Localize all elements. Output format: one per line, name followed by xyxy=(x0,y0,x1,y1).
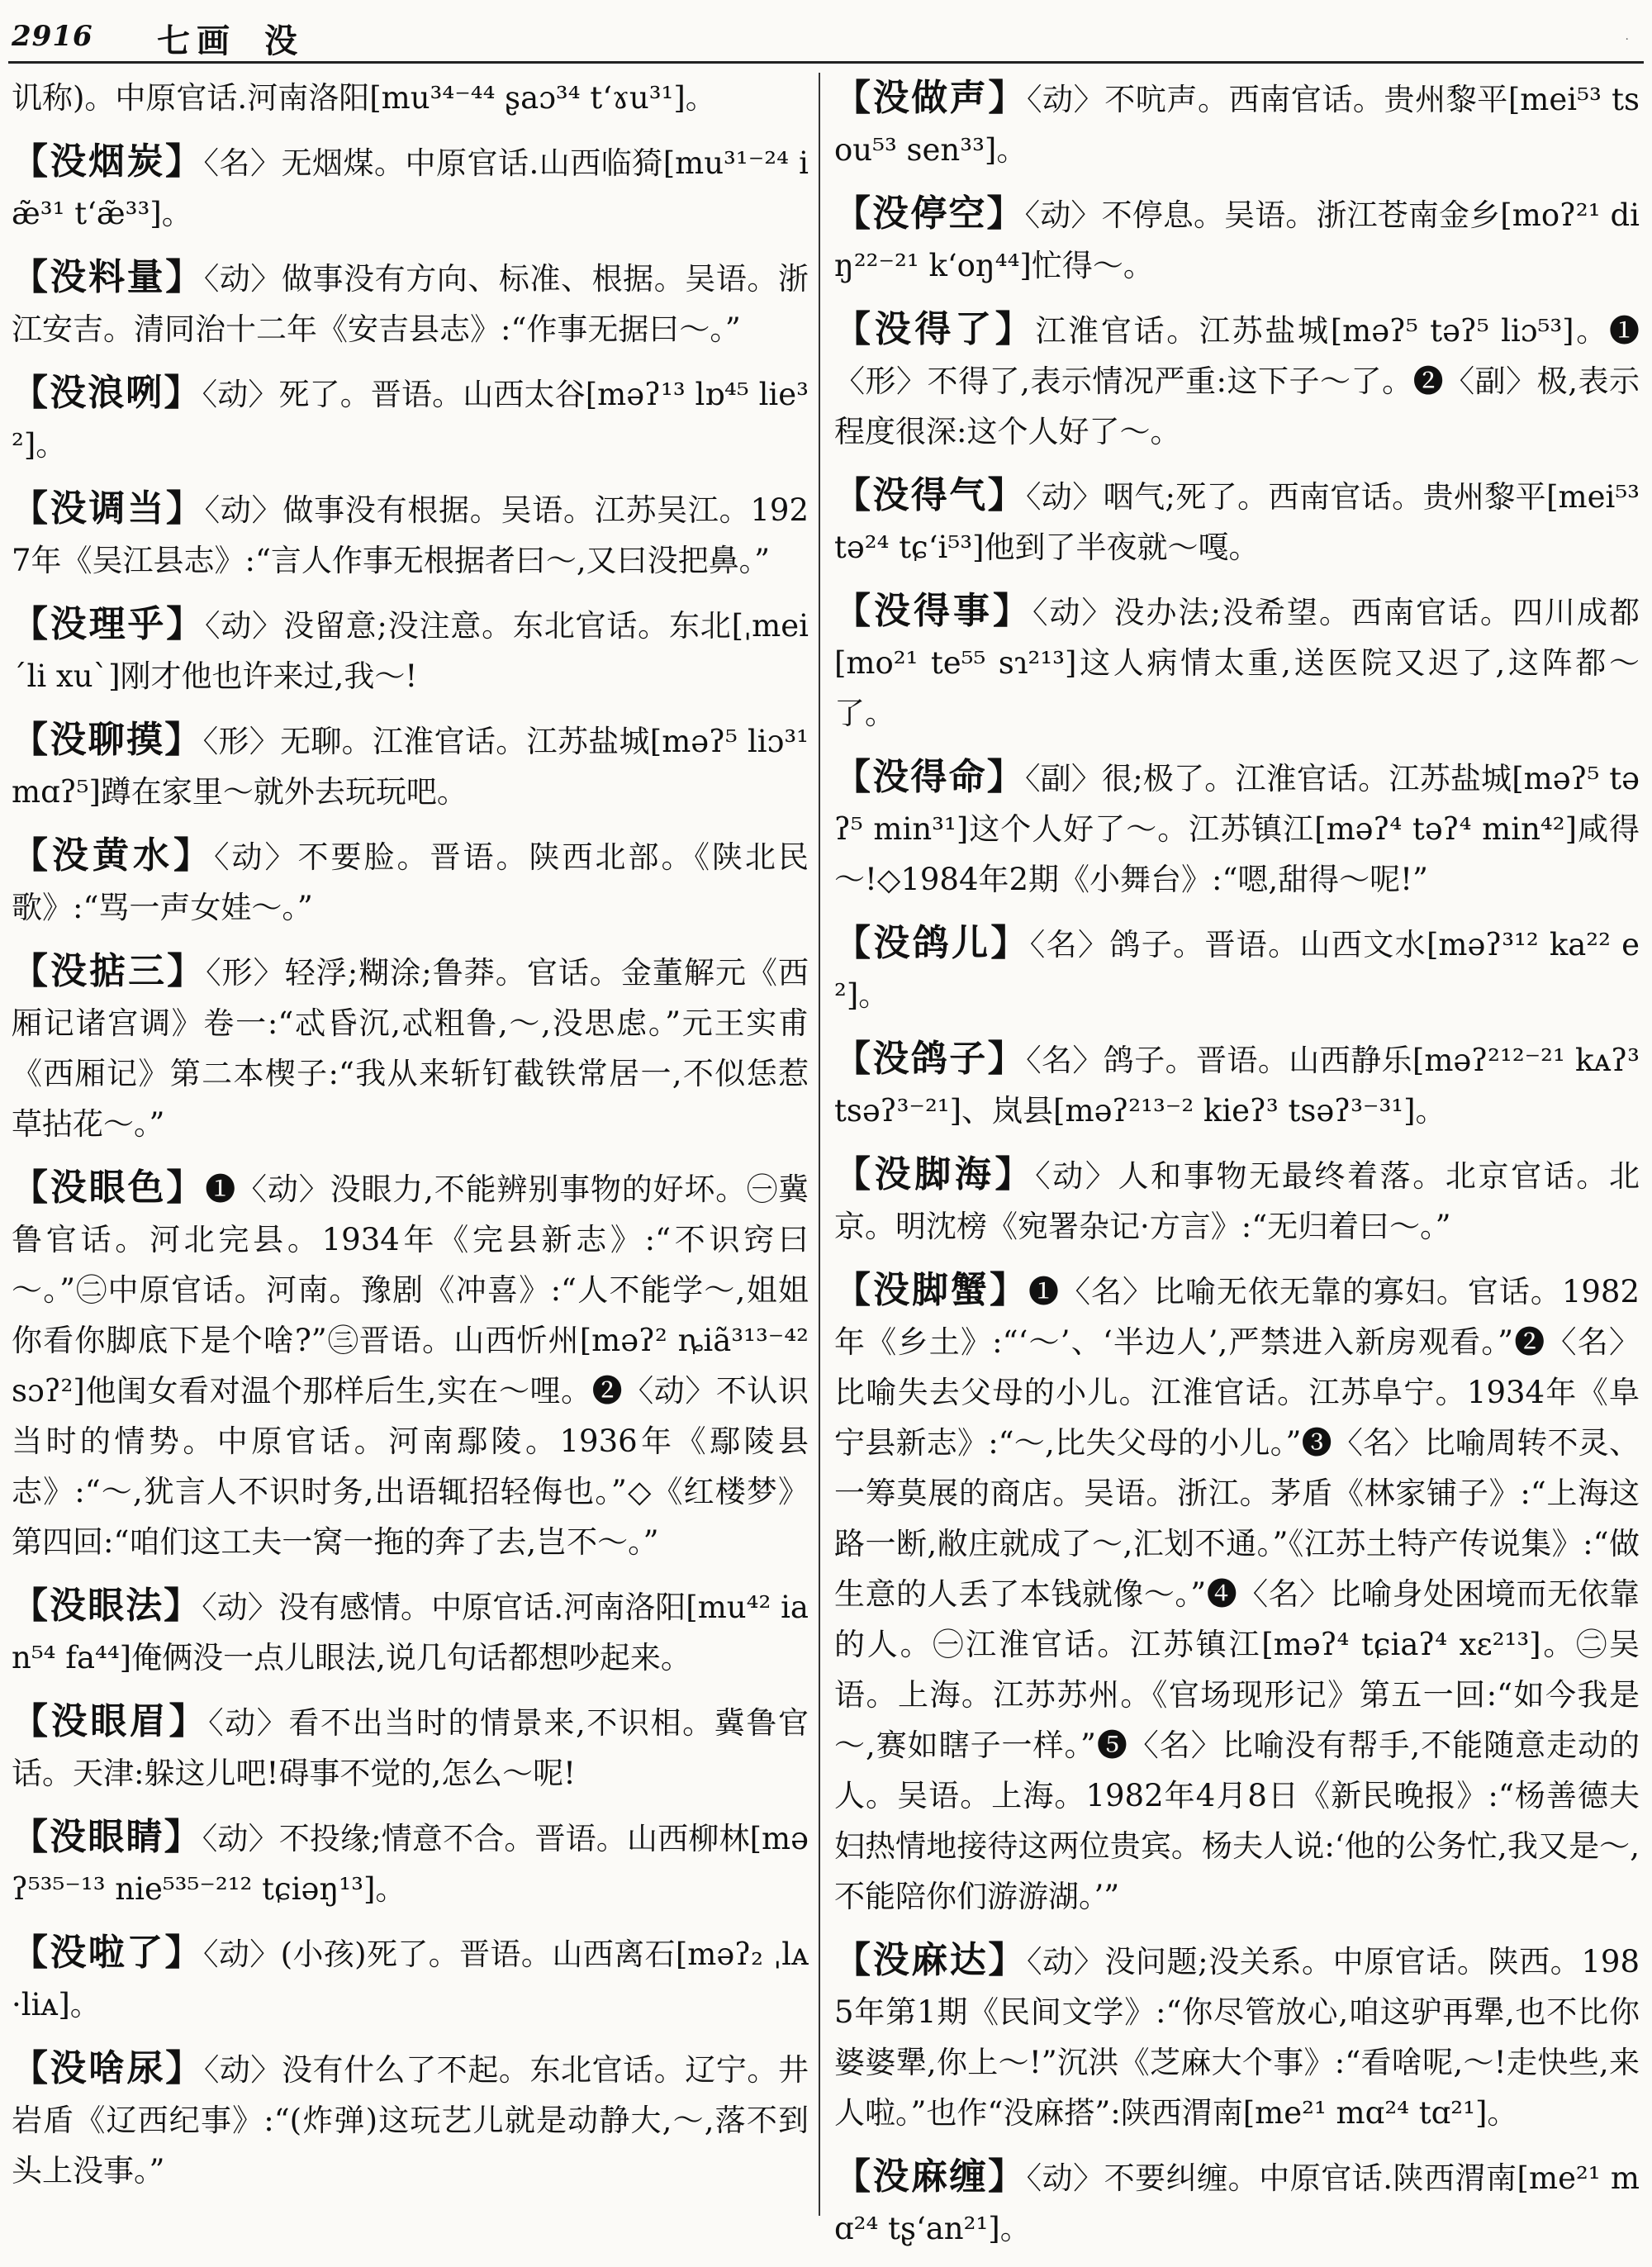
dictionary-entry xyxy=(12,1696,809,1799)
entry-definition: 〈动〉死了。晋语。山西太谷[məʔ¹³ lɒ⁴⁵ lie³²]。 xyxy=(12,377,809,463)
entry-headword: 【没眼法】 xyxy=(12,1585,202,1627)
entry-headword: 【没聊摸】 xyxy=(12,719,203,761)
dictionary-entry xyxy=(834,188,1640,291)
entry-headword: 【没啥尿】 xyxy=(12,2047,204,2089)
entry-headword: 【没麻达】 xyxy=(834,1939,1027,1981)
entry-definition: 〈形〉无聊。江淮官话。江苏盐城[məʔ⁵ liɔ³¹ mɑʔ⁵]蹲在家里～就外去玩玩吧。 xyxy=(12,724,809,810)
dictionary-entry xyxy=(12,1580,809,1683)
dictionary-entry xyxy=(12,1927,809,2030)
entry-headword: 【没眼色】 xyxy=(12,1167,205,1209)
entry-headword: 【没调当】 xyxy=(12,487,205,530)
entry-definition: 〈动〉看不出当时的情景来,不识相。冀鲁官话。天津:躲这儿吧!碍事不觉的,怎么～呢! xyxy=(12,1705,809,1791)
entry-headword: 【没掂三】 xyxy=(12,950,206,992)
entry-definition: 〈动〉(小孩)死了。晋语。山西离石[məʔ₂ ˌlᴀ ·liᴀ]。 xyxy=(12,1937,809,2022)
entry-headword: 【没脚蟹】 xyxy=(834,1269,1028,1311)
entry-definition: 〈动〉人和事物无最终着落。北京官话。北京。明沈榜《宛署杂记·方言》:“无归着曰～。” xyxy=(834,1158,1640,1244)
entry-definition: 〈动〉不要脸。晋语。陕西北部。《陕北民歌》:“骂一声女娃～。” xyxy=(12,839,809,925)
dictionary-entry xyxy=(834,752,1640,905)
dictionary-entry xyxy=(834,470,1640,573)
decorative-dot: · xyxy=(1626,33,1629,46)
entry-headword: 【没得事】 xyxy=(834,590,1032,632)
entry-definition: 〈动〉没留意;没注意。东北官话。东北[ˌmei ˊli xuˋ]刚才他也许来过,我～! xyxy=(12,608,809,694)
entry-headword: 【没眼眉】 xyxy=(12,1700,208,1742)
dictionary-entry xyxy=(834,1265,1640,1922)
entry-headword: 【没理乎】 xyxy=(12,603,205,645)
entry-headword: 【没浪咧】 xyxy=(12,372,202,414)
dictionary-entry xyxy=(834,2151,1640,2254)
dictionary-entry xyxy=(834,1935,1640,2138)
page-header xyxy=(0,0,1652,66)
dictionary-entry xyxy=(834,918,1640,1020)
entry-definition: 〈名〉鸽子。晋语。山西文水[məʔ³¹² ka²² e²]。 xyxy=(834,927,1640,1013)
entry-definition: ❶〈名〉比喻无依无靠的寡妇。官话。1982年《乡土》:“‘～’、‘半边人’,严禁进入新房观看。”❷〈名〉比喻失去父母的小儿。江淮官话。江苏阜宁。1934年《阜宁县新志》:“～,比失父母的小儿。”❸〈名〉比喻周转不灵、一筹莫展的商店。吴语。浙江。茅盾《林家铺子》:“上海这路一断,敝庄就成了～,汇划不通。”《江苏土特产传说集》:“做生意的人丢了本钱就像～。”❹〈名〉比喻身处困境而无依靠的人。㊀江淮官话。江苏镇江[məʔ⁴ tɕiaʔ⁴ xɛ²¹³]。㊁吴语。上海。江苏苏州。《官场现形记》第五一回:“如今我是～,赛如瞎子一样。”❺〈名〉比喻没有帮手,不能随意走动的人。吴语。上海。1982年4月8日《新民晚报》:“杨善德夫妇热情地接待这两位贵宾。杨夫人说:‘他的公务忙,我又是～,不能陪你们游游湖。’” xyxy=(834,1274,1640,1914)
entry-definition: 〈动〉咽气;死了。西南官话。贵州黎平[mei⁵³ tə²⁴ tɕʻi⁵³]他到了半夜就～嘎。 xyxy=(834,479,1640,565)
entry-headword: 【没得命】 xyxy=(834,756,1025,798)
entry-headword: 【没得了】 xyxy=(834,308,1035,350)
dictionary-entry xyxy=(12,715,809,817)
entry-headword: 【没烟炭】 xyxy=(12,140,203,183)
column-divider xyxy=(819,73,820,2216)
entry-headword: 【没做声】 xyxy=(834,77,1027,119)
entry-headword: 【没鸽儿】 xyxy=(834,922,1030,964)
entry-headword: 【没黄水】 xyxy=(12,834,214,877)
entry-headword: 【没鸽子】 xyxy=(834,1038,1026,1080)
entry-definition: 〈副〉很;极了。江淮官话。江苏盐城[məʔ⁵ təʔ⁵ min³¹]这个人好了～。江苏镇江[məʔ⁴ təʔ⁴ min⁴²]咸得～!◇1984年2期《小舞台》:“嗯,甜得～呢!” xyxy=(834,761,1640,897)
entry-definition: 〈动〉没有感情。中原官话.河南洛阳[mu⁴² ian⁵⁴ fa⁴⁴]俺俩没一点儿眼法,说几句话都想吵起来。 xyxy=(12,1590,809,1675)
entry-definition: 〈动〉没问题;没关系。中原官话。陕西。1985年第1期《民间文学》:“你尽管放心,咱这驴再犟,也不比你婆婆犟,你上～!”沉洪《芝麻大个事》:“看啥呢,～!走快些,来人啦。”也作“没麻搭”:陕西渭南[me²¹ mɑ²⁴ tɑ²¹]。 xyxy=(834,1944,1640,2131)
entry-definition: 〈动〉做事没有方向、标准、根据。吴语。浙江安吉。清同治十二年《安吉县志》:“作事无据曰～。” xyxy=(12,261,809,347)
entry-headword: 【没得气】 xyxy=(834,474,1026,516)
entry-definition: 〈名〉无烟煤。中原官话.山西临猗[mu³¹⁻²⁴ iæ̃³¹ tʻæ̃³³]。 xyxy=(12,145,809,231)
dictionary-entry xyxy=(12,1812,809,1914)
dictionary-entry xyxy=(12,830,809,933)
dictionary-entry xyxy=(12,252,809,354)
entry-definition: 〈动〉做事没有根据。吴语。江苏吴江。1927年《吴江县志》:“言人作事无根据者曰～,又曰没把鼻。” xyxy=(12,492,809,578)
entry-definition: 讥称)。中原官话.河南洛阳[mu³⁴⁻⁴⁴ ʂaɔ³⁴ tʻɤu³¹]。 xyxy=(12,80,716,116)
entry-definition: 〈动〉不吭声。西南官话。贵州黎平[mei⁵³ tsou⁵³ sen³³]。 xyxy=(834,82,1640,168)
left-column xyxy=(12,73,809,2209)
dictionary-entry xyxy=(834,73,1640,175)
dictionary-entry xyxy=(12,599,809,701)
entry-headword: 【没啦了】 xyxy=(12,1932,203,1974)
entry-definition: 〈名〉鸽子。晋语。山西静乐[məʔ²¹²⁻²¹ kᴀʔ³ tsəʔ³⁻²¹]、岚县[məʔ²¹³⁻² kieʔ³ tsəʔ³⁻³¹]。 xyxy=(834,1043,1640,1129)
dictionary-entry xyxy=(12,1162,809,1567)
dictionary-entry xyxy=(12,483,809,586)
dictionary-entry xyxy=(12,73,809,123)
dictionary-entry xyxy=(12,946,809,1149)
entry-headword: 【没麻缠】 xyxy=(834,2155,1027,2198)
dictionary-entry xyxy=(12,2043,809,2196)
header-rule xyxy=(8,61,1644,64)
entry-definition: 〈形〉轻浮;糊涂;鲁莽。官话。金董解元《西厢记诸宫调》卷一:“忒昏沉,忒粗鲁,～,没思虑。”元王实甫《西厢记》第二本楔子:“我从来斩钉截铁常居一,不似恁惹草拈花～。” xyxy=(12,955,809,1142)
entry-headword: 【没眼睛】 xyxy=(12,1816,202,1858)
header-character: 没 xyxy=(264,15,297,62)
dictionary-entry xyxy=(834,586,1640,739)
entry-definition: ❶〈动〉没眼力,不能辨别事物的好坏。㊀冀鲁官话。河北完县。1934年《完县新志》:“不识窍曰～。”㊁中原官话。河南。豫剧《冲喜》:“人不能学～,姐姐你看你脚底下是个啥?”㊂晋语。山西忻州[məʔ² ȵiã³¹³⁻⁴² sɔʔ²]他闺女看对温个那样后生,实在～哩。❷〈动〉不认识当时的情势。中原官话。河南鄢陵。1936年《鄢陵县志》:“～,犹言人不识时务,出语辄招轻侮也。”◇《红楼梦》第四回:“咱们这工夫一窝一拖的奔了去,岂不～。” xyxy=(12,1172,809,1560)
entry-definition: 江淮官话。江苏盐城[məʔ⁵ təʔ⁵ liɔ⁵³]。❶〈形〉不得了,表示情况严重:这下子～了。❷〈副〉极,表示程度很深:这个人好了～。 xyxy=(834,313,1640,449)
entry-definition: 〈动〉没办法;没希望。西南官话。四川成都[mo²¹ te⁵⁵ sɿ²¹³]这人病情太重,送医院又迟了,这阵都～了。 xyxy=(834,595,1640,731)
entry-headword: 【没料量】 xyxy=(12,256,204,298)
entry-definition: 〈动〉不停息。吴语。浙江苍南金乡[moʔ²¹ diŋ²²⁻²¹ kʻoŋ⁴⁴]忙得～。 xyxy=(834,197,1640,283)
section-label: 七画 xyxy=(157,15,236,62)
entry-definition: 〈动〉没有什么了不起。东北官话。辽宁。井岩盾《辽西纪事》:“(炸弹)这玩艺儿就是动静大,～,落不到头上没事。” xyxy=(12,2052,809,2189)
dictionary-entry xyxy=(834,304,1640,457)
entry-definition: 〈动〉不要纠缠。中原官话.陕西渭南[me²¹ mɑ²⁴ tʂʻan²¹]。 xyxy=(834,2160,1640,2246)
entry-headword: 【没停空】 xyxy=(834,192,1025,235)
dictionary-entry xyxy=(12,368,809,470)
page-number: 2916 xyxy=(12,20,93,53)
dictionary-entry xyxy=(834,1149,1640,1252)
dictionary-entry xyxy=(12,136,809,239)
entry-headword: 【没脚海】 xyxy=(834,1153,1035,1195)
right-column xyxy=(834,73,1640,2267)
dictionary-entry xyxy=(834,1034,1640,1136)
entry-definition: 〈动〉不投缘;情意不合。晋语。山西柳林[məʔ⁵³⁵⁻¹³ nie⁵³⁵⁻²¹² tɕiəŋ¹³]。 xyxy=(12,1821,809,1907)
